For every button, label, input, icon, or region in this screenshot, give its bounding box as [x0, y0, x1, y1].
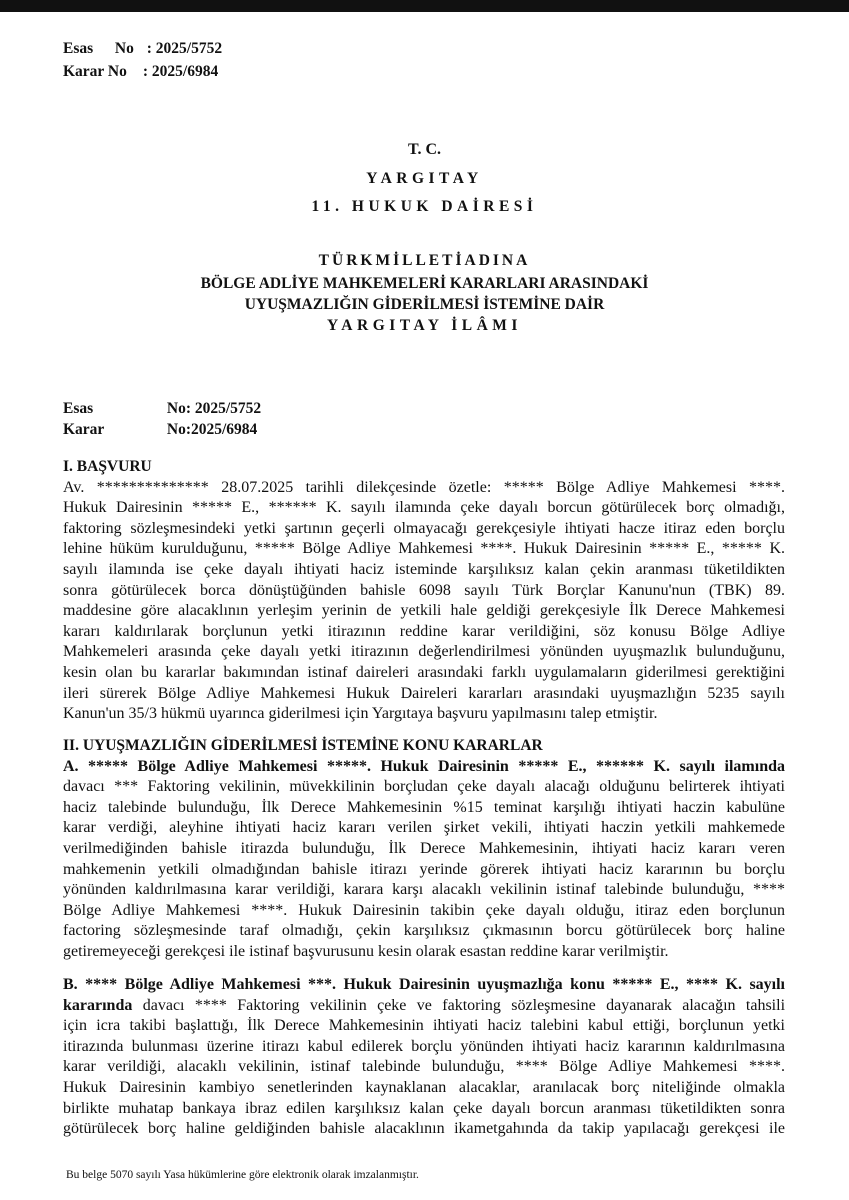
karar-b-line: birlikte muhatap bankaya ibraz edilen karşılıksız kalan çeke dayalı borcun aranması tüketildikten sonra: [63, 1099, 785, 1117]
header-karar: [63, 63, 218, 81]
header-esas-label: Esas: [63, 40, 94, 57]
file-esas-value: No: 2025/5752: [166, 400, 262, 417]
court-tc: T. C.: [407, 141, 442, 158]
header-esas-value: : 2025/5752: [146, 40, 223, 57]
karar-a-line: factoring sözleşmesinde taraf olmadığı, çekin karşılıksız çıkmasının borcu götürülecek borç haline: [63, 922, 785, 940]
basvuru-line: Mahkemeleri arasında çeke dayalı yetki itirazının değerlendirilmesi yönünden uyuşmazlık bulunduğunu,: [63, 643, 785, 661]
basvuru-line: maddesine göre alacaklının yerleşim yerinin de yetkili hale geldiği gerekçesiyle İlk Derece Mahkemesi: [63, 602, 785, 620]
header-esas-no-label: No: [114, 40, 134, 57]
section-basvuru: [63, 458, 785, 726]
basvuru-line: Kanun'un 35/3 hükmü uyarınca giderilmesi için Yargıtaya başvuru yapılmasını talep etmiştir.: [63, 705, 658, 723]
basvuru-line: Av. ************** 28.07.2025 tarihli dilekçesinde özetle: ***** Bölge Adliye Mahkemesi ****.: [63, 478, 785, 496]
karar-a-title: A. ***** Bölge Adliye Mahkemesi *****. Hukuk Dairesinin ***** E., ****** K. sayılı ilamında: [63, 757, 785, 775]
karar-b-first-line: [63, 997, 785, 1018]
basvuru-line: lehine hüküm kurulduğunu, ***** Bölge Adliye Mahkemesi ****. Hukuk Dairesinin ***** E., ***** K.: [63, 540, 785, 558]
court-millet-adina: TÜRKMİLLETİADINA: [318, 252, 531, 269]
basvuru-line: sonra götürülecek borca dönüştüğünden bahisle 6098 sayılı Türk Borçlar Kanunu'nun (TBK) 89.: [63, 581, 785, 599]
karar-a-line: getiremeyeceği gerekçesi ile istinaf başvurusunu kesin olarak esastan reddine karar verilmiştir.: [63, 942, 669, 960]
basvuru-line: faktoring sözleşmesindeki yetki şartının geçerli olmayacağı gerekçesiyle ihtiyati hacze itiraz eden borçlu: [63, 519, 785, 537]
header-karar-value: : 2025/6984: [142, 63, 219, 80]
footer-e-signature-note: Bu belge 5070 sayılı Yasa hükümlerine göre elektronik olarak imzalanmıştır.: [66, 1169, 419, 1181]
karar-b-title-end: kararında: [63, 996, 133, 1014]
basvuru-line: kesin olan bu kararlar bakımından istinaf daireleri arasındaki farklı uygulamaların giderilmesi gerektiğini: [63, 663, 785, 681]
court-title-line-1: BÖLGE ADLİYE MAHKEMELERİ KARARLARI ARASINDAKİ: [200, 275, 649, 292]
basvuru-line: kararı kaldırılarak borçlunun yetki itirazının reddine karar verildiğini, söz konusu Bölge Adliye: [63, 622, 785, 640]
basvuru-line: Hukuk Dairesinin ***** E., ****** K. sayılı ilamında çeke dayalı borcun götürülecek borç olmadığı,: [63, 499, 785, 517]
file-karar-label: Karar: [63, 421, 105, 438]
court-daire: 11. HUKUK DAİRESİ: [311, 198, 538, 215]
file-esas: [63, 400, 261, 418]
karar-a-line: verilmediğinden bahisle itirazda bulunduğu, İlk Derece Mahkemesinin, ihtiyati haciz kararı veren: [63, 839, 785, 857]
header-esas: [63, 40, 222, 58]
court-title-line-3: YARGITAY İLÂMI: [327, 317, 522, 334]
top-black-bar: [0, 0, 849, 12]
section-kararlar: [63, 737, 785, 964]
section-heading-basvuru: I. BAŞVURU: [63, 458, 152, 475]
karar-a-line: mahkemenin yetkili olmadığından bahisle itirazı yerinde görerek ihtiyati haciz kararının bu borçlu: [63, 860, 785, 878]
basvuru-line: sayılı ilamında ise çeke dayalı ihtiyati haciz isteminde karşılıksız kalan çekin aranması tüketildikten: [63, 560, 785, 578]
karar-b-first-rest: davacı **** Faktoring vekilinin çeke ve faktoring sözleşmesine dayanarak alacağın tahsili: [142, 996, 785, 1014]
karar-b-line: Hukuk Dairesinin kambiyo senetlerinden kaynaklanan alacaklar, aranılacak borç niteliğinde olmakla: [63, 1078, 785, 1096]
karar-a-line: karar verdiği, aleyhine ihtiyati haciz kararı verilen şirket vekili, ihtiyati haczin yetkili mahkemede: [63, 819, 785, 837]
file-karar: [63, 421, 257, 439]
file-esas-label: Esas: [63, 400, 94, 417]
basvuru-line: ileri sürerek Bölge Adliye Mahkemesi Hukuk Daireleri kararları arasındaki uyuşmazlığın 5235 sayılı: [63, 684, 785, 702]
court-yargitay: YARGITAY: [366, 170, 483, 187]
karar-a-line: yönünden kaldırılmasına karar verildiği, karara karşı alacaklı vekilinin istinaf talebinde bulunduğu, ****: [63, 881, 785, 899]
section-heading-kararlar: II. UYUŞMAZLIĞIN GİDERİLMESİ İSTEMİNE KONU KARARLAR: [63, 737, 543, 754]
karar-b-line: itirazında bulunması üzerine itirazı kabul edilerek borçlu yönünden ihtiyati haciz kararının kaldırılmasına: [63, 1037, 785, 1055]
karar-a-line: haciz talebinde bulunduğu, İlk Derece Mahkemesinin %15 teminat karşılığı ihtiyati haczin kabulüne: [63, 798, 785, 816]
karar-b-line: için icra takibi başlattığı, İlk Derece Mahkemesinin ihtiyati haciz talebini kabul ettiği, borçlunun yetki: [63, 1017, 785, 1035]
karar-a-line: davacı *** Faktoring vekilinin, müvekkilinin borçludan çeke dayalı alacağı olduğunu belirterek ihtiyati: [63, 778, 785, 796]
karar-b: [63, 976, 785, 1141]
court-title-line-2: UYUŞMAZLIĞIN GİDERİLMESİ İSTEMİNE DAİR: [244, 296, 605, 313]
karar-b-title: B. **** Bölge Adliye Mahkemesi ***. Hukuk Dairesinin uyuşmazlığa konu ***** E., **** K. sayılı: [63, 976, 785, 993]
file-karar-value: No:2025/6984: [166, 421, 258, 438]
header-karar-label: Karar No: [63, 63, 127, 80]
karar-a-line: Bölge Adliye Mahkemesi ****. Hukuk Dairesinin takibin çeke dayalı olduğu, itiraz eden borçlunun: [63, 901, 785, 919]
karar-b-line: götürülecek borç haline geldiğinden bahisle alacaklının ikametgahında da takip yapılacağı gerekçesi ile: [63, 1120, 785, 1138]
karar-b-line: karar verildiği, alacaklı vekilinin, istinaf talebinde bulunduğu, **** Bölge Adliye Mahkemesi ****.: [63, 1058, 785, 1076]
